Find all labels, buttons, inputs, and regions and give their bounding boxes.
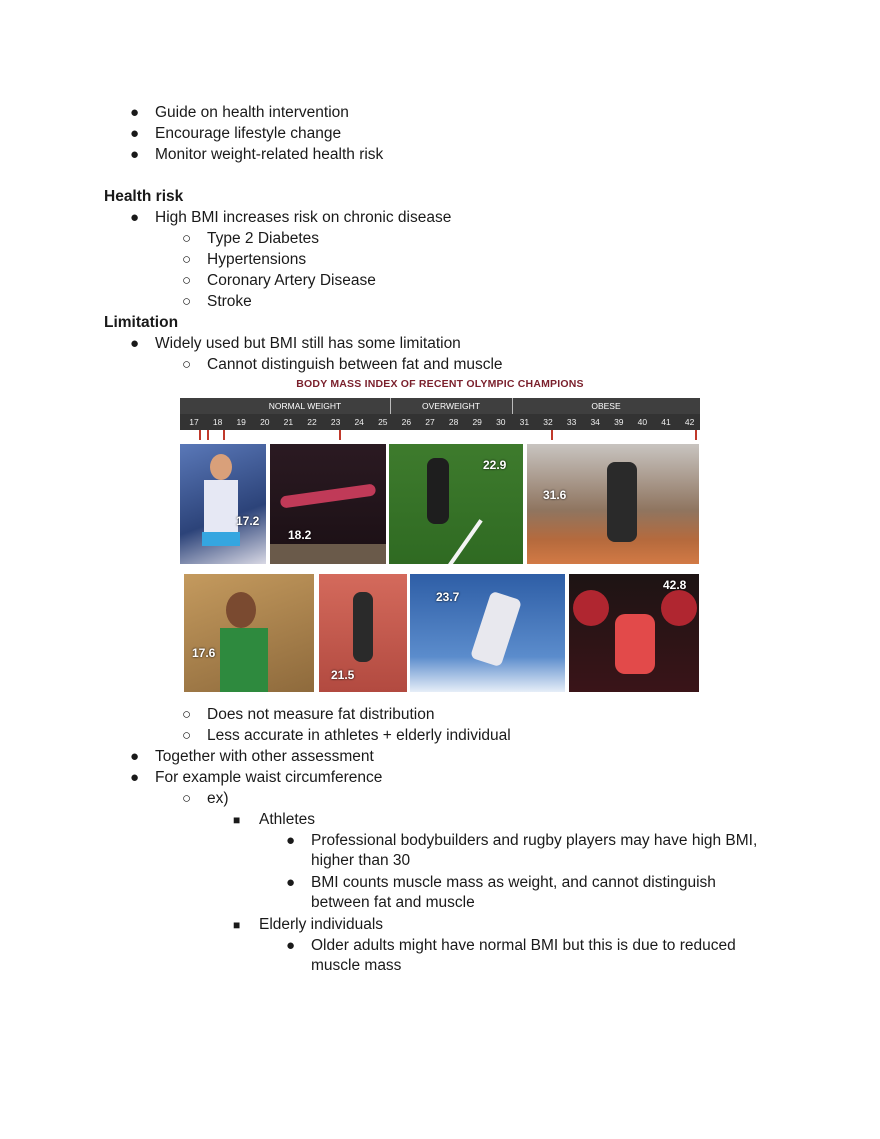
- bmi-tick-label: 28: [448, 417, 459, 427]
- athlete-photo: [319, 574, 407, 692]
- bullet-circle: ○: [182, 727, 192, 744]
- section-heading-limitation: Limitation: [104, 314, 179, 331]
- bullet-disc: ●: [130, 335, 140, 352]
- bmi-tick-label: 22: [307, 417, 317, 427]
- weight-plate: [661, 590, 697, 626]
- band-normal-weight: NORMAL WEIGHT: [268, 401, 342, 411]
- bmi-tick-label: 42: [684, 417, 695, 427]
- bullet-circle: ○: [182, 706, 192, 723]
- bullet-disc: ●: [286, 832, 296, 849]
- athlete-photo: [569, 574, 699, 692]
- list-item: Hypertensions: [207, 251, 307, 268]
- bmi-tick-label: 23: [330, 417, 341, 427]
- athlete-figure: [204, 480, 238, 532]
- bullet-disc: ●: [130, 146, 140, 163]
- bullet-disc: ●: [286, 937, 296, 954]
- bmi-value-label: 17.2: [236, 514, 260, 528]
- athlete-photo: [389, 444, 523, 564]
- bullet-square: ■: [233, 918, 241, 932]
- list-item: Together with other assessment: [155, 748, 374, 765]
- list-item: Widely used but BMI still has some limitation: [155, 335, 461, 352]
- bullet-circle: ○: [182, 790, 192, 807]
- list-item: Older adults might have normal BMI but this is due to reduced muscle mass: [311, 937, 736, 974]
- bmi-tick-label: 26: [401, 417, 412, 427]
- bullet-square: ■: [233, 813, 241, 827]
- athlete-photo: [180, 444, 266, 564]
- bmi-value-label: 21.5: [331, 668, 355, 682]
- list-item: High BMI increases risk on chronic disease: [155, 209, 452, 226]
- list-item: Encourage lifestyle change: [155, 125, 342, 142]
- section-heading-health-risk: Health risk: [104, 188, 184, 205]
- list-item: Professional bodybuilders and rugby players may have high BMI, higher than 30: [311, 832, 758, 869]
- athlete-figure: [470, 591, 522, 667]
- bullet-circle: ○: [182, 272, 192, 289]
- bullet-circle: ○: [182, 251, 192, 268]
- athlete-figure: [226, 592, 256, 628]
- athlete-figure: [210, 454, 232, 480]
- athlete-figure: [615, 614, 655, 674]
- band-obese: OBESE: [591, 401, 621, 411]
- list-item: Coronary Artery Disease: [207, 272, 376, 289]
- bmi-value-label: 17.6: [192, 646, 216, 660]
- list-item: Type 2 Diabetes: [207, 230, 320, 247]
- band-overweight: OVERWEIGHT: [422, 401, 480, 411]
- athlete-figure: [202, 532, 240, 546]
- bmi-marker-line: [551, 430, 553, 440]
- bmi-value-label: 31.6: [543, 488, 567, 502]
- bmi-tick-label: 27: [425, 417, 435, 427]
- bmi-tick-label: 24: [354, 417, 364, 427]
- bullet-disc: ●: [130, 209, 140, 226]
- athlete-figure: [427, 458, 449, 524]
- bmi-value-label: 42.8: [663, 578, 687, 592]
- list-item: For example waist circumference: [155, 769, 383, 786]
- bullet-disc: ●: [130, 748, 140, 765]
- bullet-disc: ●: [130, 104, 140, 121]
- list-item: ex): [207, 790, 229, 807]
- bmi-value-label: 22.9: [483, 458, 507, 472]
- bmi-tick-label: 33: [566, 417, 577, 427]
- athlete-figure: [353, 592, 373, 662]
- weight-plate: [573, 590, 609, 626]
- bmi-tick-label: 20: [260, 417, 270, 427]
- athlete-figure: [220, 628, 268, 692]
- bullet-circle: ○: [182, 230, 192, 247]
- bmi-tick-label: 21: [283, 417, 294, 427]
- bmi-tick-label: 31: [519, 417, 530, 427]
- bmi-value-label: 23.7: [436, 590, 460, 604]
- bmi-tick-label: 19: [236, 417, 246, 427]
- crowd-background: [270, 544, 386, 564]
- bmi-tick-label: 25: [378, 417, 388, 427]
- bmi-category-band: [180, 398, 700, 414]
- bmi-tick-label: 30: [496, 417, 506, 427]
- bullet-disc: ●: [130, 125, 140, 142]
- court-line: [439, 519, 482, 564]
- figure-title: BODY MASS INDEX OF RECENT OLYMPIC CHAMPIONS: [296, 378, 584, 390]
- athlete-photo: [410, 574, 565, 692]
- bullet-circle: ○: [182, 293, 192, 310]
- bmi-marker-line: [207, 430, 209, 440]
- bullet-disc: ●: [286, 874, 296, 891]
- list-item: BMI counts muscle mass as weight, and cannot distinguish between fat and muscle: [311, 874, 716, 911]
- list-item: Stroke: [207, 293, 252, 310]
- list-item: Cannot distinguish between fat and muscle: [207, 356, 503, 373]
- athlete-photo: [184, 574, 314, 692]
- list-item: Does not measure fat distribution: [207, 706, 435, 723]
- bmi-tick-scale: [180, 414, 700, 430]
- bmi-tick-label: 34: [590, 417, 600, 427]
- list-item: Guide on health intervention: [155, 104, 349, 121]
- bmi-marker-line: [199, 430, 201, 440]
- athlete-photo: [527, 444, 699, 564]
- athlete-figure: [280, 483, 377, 508]
- bmi-marker-line: [695, 430, 697, 440]
- athlete-photo: [270, 444, 386, 564]
- athlete-figure: [607, 462, 637, 542]
- bmi-tick-label: 40: [637, 417, 648, 427]
- bmi-marker-line: [339, 430, 341, 440]
- bmi-olympic-champions-figure: [180, 376, 700, 694]
- list-item: Less accurate in athletes + elderly individual: [207, 727, 511, 744]
- bmi-tick-label: 41: [661, 417, 671, 427]
- bmi-value-label: 18.2: [288, 528, 312, 542]
- bmi-tick-label: 39: [614, 417, 624, 427]
- list-item: Monitor weight-related health risk: [155, 146, 384, 163]
- bmi-tick-label: 29: [472, 417, 482, 427]
- bmi-tick-label: 17: [189, 417, 199, 427]
- bullet-disc: ●: [130, 769, 140, 786]
- bmi-tick-label: 18: [212, 417, 223, 427]
- list-item: Athletes: [259, 811, 316, 828]
- bullet-circle: ○: [182, 356, 192, 373]
- bmi-tick-label: 32: [543, 417, 553, 427]
- bmi-marker-line: [223, 430, 225, 440]
- list-item: Elderly individuals: [259, 916, 384, 933]
